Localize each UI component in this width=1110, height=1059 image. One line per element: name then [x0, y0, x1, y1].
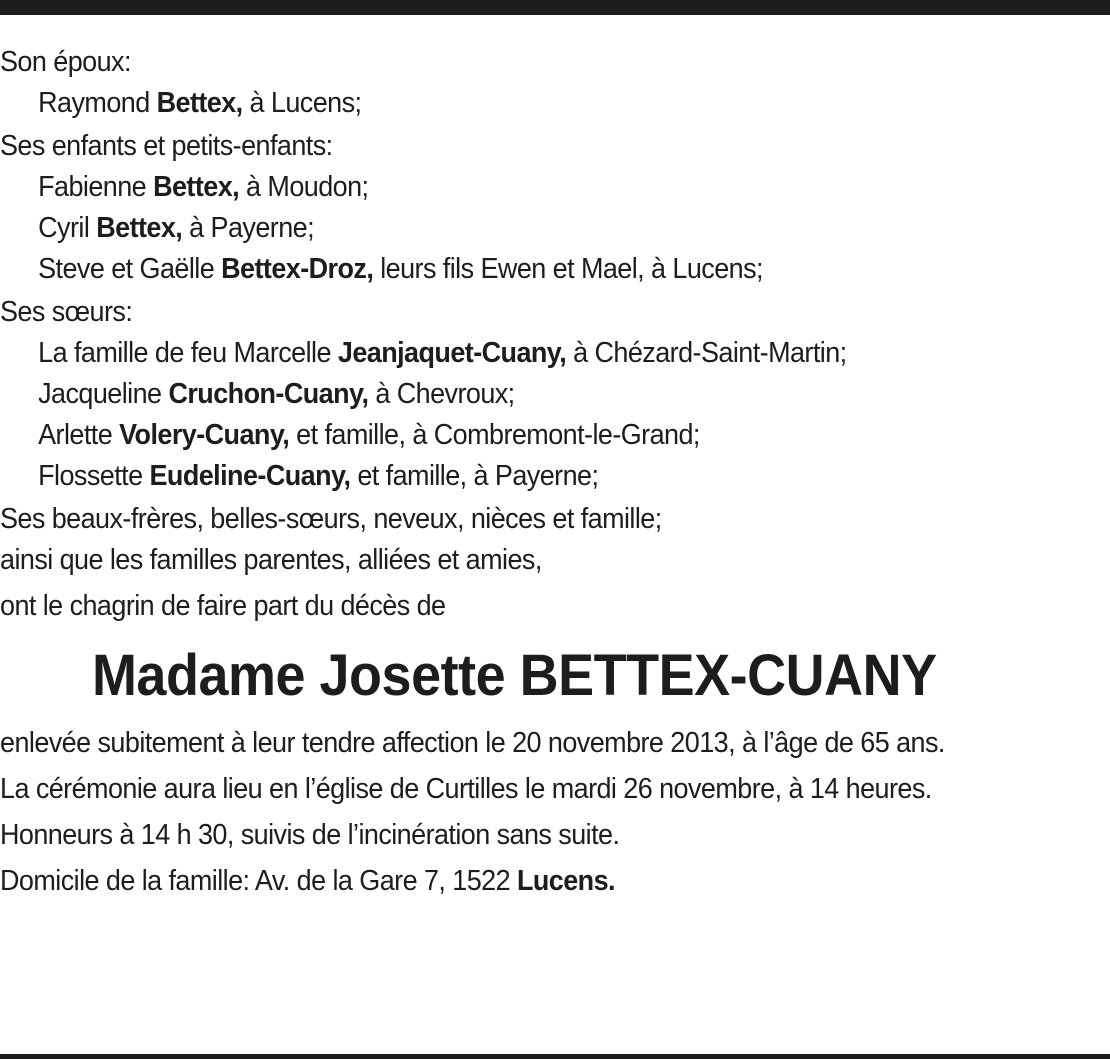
announcement-line: ont le chagrin de faire part du décès de: [0, 590, 446, 622]
entry-given-name: Flossette: [38, 460, 150, 492]
entry-location: leurs fils Ewen et Mael, à Lucens;: [373, 253, 763, 285]
relatives-line: Ses beaux-frères, belles-sœurs, neveux, nièces et famille;: [0, 503, 662, 535]
sisters-section: [0, 292, 1029, 497]
entry-given-name: La famille de feu Marcelle: [38, 337, 338, 369]
sisters-heading: Ses sœurs:: [0, 296, 133, 328]
sister-entry: [0, 374, 1029, 415]
children-heading: Ses enfants et petits-enfants:: [0, 130, 333, 162]
top-rule: [0, 0, 1110, 15]
entry-surname: Eudeline-Cuany,: [149, 460, 351, 492]
obituary-notice: [0, 42, 1029, 902]
sister-entry: [0, 415, 1029, 456]
entry-given-name: Raymond: [38, 87, 157, 119]
entry-location: et famille, à Combremont-le-Grand;: [289, 419, 700, 451]
domicile-address: Domicile de la famille: Av. de la Gare 7, 1522: [0, 865, 517, 897]
entry-surname: Cruchon-Cuany,: [168, 378, 369, 410]
spouse-heading: Son époux:: [0, 46, 131, 78]
children-section: [0, 126, 1029, 290]
entry-given-name: Cyril: [38, 212, 97, 244]
entry-location: à Chevroux;: [368, 378, 515, 410]
child-entry: [0, 167, 1029, 208]
entry-location: et famille, à Payerne;: [350, 460, 599, 492]
entry-given-name: Jacqueline: [38, 378, 169, 410]
domicile-town: Lucens.: [516, 865, 615, 897]
entry-surname: Volery-Cuany,: [119, 419, 290, 451]
spouse-section: [0, 42, 1029, 124]
entry-given-name: Steve et Gaëlle: [38, 253, 222, 285]
entry-surname: Bettex-Droz,: [221, 253, 374, 285]
child-entry: [0, 249, 1029, 290]
entry-location: à Lucens;: [242, 87, 362, 119]
sister-entry: [0, 456, 1029, 497]
entry-surname: Jeanjaquet-Cuany,: [337, 337, 567, 369]
entry-surname: Bettex,: [96, 212, 183, 244]
entry-surname: Bettex,: [153, 171, 240, 203]
entry-given-name: Fabienne: [38, 171, 154, 203]
honours-paragraph: Honneurs à 14 h 30, suivis de l’incinération sans suite.: [0, 819, 620, 851]
sister-entry: [0, 333, 1029, 374]
domicile-line: [0, 861, 1029, 902]
entry-given-name: Arlette: [38, 419, 120, 451]
entry-location: à Chézard-Saint-Martin;: [566, 337, 847, 369]
entry-surname: Bettex,: [156, 87, 243, 119]
entry-location: à Payerne;: [182, 212, 315, 244]
entry-location: à Moudon;: [239, 171, 369, 203]
relatives-line: ainsi que les familles parentes, alliées et amies,: [0, 544, 542, 576]
child-entry: [0, 208, 1029, 249]
ceremony-paragraph: La cérémonie aura lieu en l’église de Curtilles le mardi 26 novembre, à 14 heures.: [0, 773, 932, 805]
deceased-name: Madame Josette BETTEX-CUANY: [91, 643, 937, 708]
death-paragraph: enlevée subitement à leur tendre affection le 20 novembre 2013, à l’âge de 65 ans.: [0, 727, 945, 759]
spouse-entry: [0, 83, 1029, 124]
bottom-rule: [0, 1054, 1110, 1059]
